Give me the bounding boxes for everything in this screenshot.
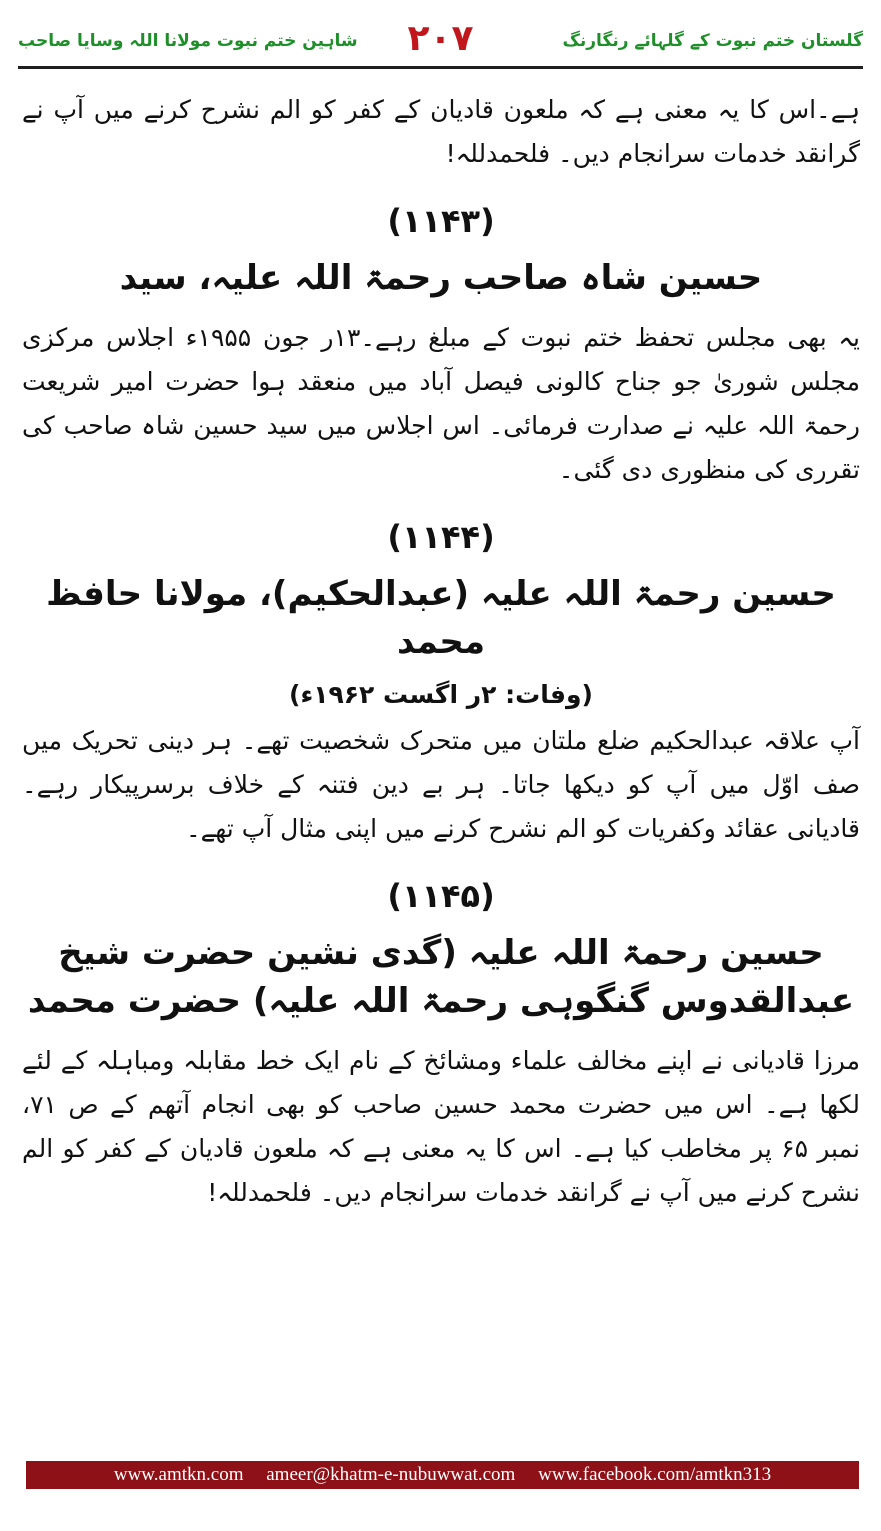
header-book-title: گلستان ختم نبوت کے گلہائے رنگارنگ	[562, 31, 863, 51]
entry-title: حسین رحمۃ اللہ علیہ (گدی نشین حضرت شیخ عبدالقدوس گنگوہی رحمۃ اللہ علیہ) حضرت محمد	[27, 933, 855, 1021]
entry-paragraph: مرزا قادیانی نے اپنے مخالف علماء ومشائخ کے نام ایک خط مقابلہ ومباہلہ کے لئے لکھا ہے۔ اس میں حضرت محمد حسین صاحب کو بھی انجام آتھم کے ص ۷۱، نمبر ۶۵ پر مخاطب کیا ہے۔ اس کا یہ معنی ہے کہ ملعون قادیان کے کفر کو الم نشرح کرنے میں آپ نے گرانقد خدمات سرانجام دیں۔ فلحمدللہ!	[22, 1046, 860, 1207]
entry-number: (۱۱۴۵)	[387, 877, 495, 915]
intro-paragraph: ہے۔اس کا یہ معنی ہے کہ ملعون قادیان کے کفر کو الم نشرح کرنے میں آپ نے گرانقد خدمات سرانجام دیں۔ فلحمدللہ!	[22, 95, 860, 168]
entry-number: (۱۱۴۴)	[387, 518, 495, 556]
entry-1145	[22, 877, 860, 1215]
page-footer	[26, 1461, 859, 1489]
header-divider	[18, 66, 863, 69]
footer-email-link[interactable]: ameer@khatm-e-nubuwwat.com	[266, 1464, 516, 1485]
page-body	[22, 88, 860, 1223]
entry-paragraph: یہ بھی مجلس تحفظ ختم نبوت کے مبلغ رہے۔۱۳ر جون ۱۹۵۵ء اجلاس مرکزی مجلس شوریٰ جو جناح کالونی فیصل آباد میں منعقد ہوا حضرت امیر شریعت رحمۃ اللہ علیہ نے صدارت فرمائی۔ اس اجلاس میں سید حسین شاہ صاحب کی تقرری کی منظوری دی گئی۔	[22, 323, 861, 484]
entry-title: حسین شاہ صاحب رحمۃ اللہ علیہ، سید	[119, 258, 763, 298]
entry-title: حسین رحمۃ اللہ علیہ (عبدالحکیم)، مولانا حافظ محمد	[46, 574, 836, 662]
entry-death-date: (وفات: ۲ر اگست ۱۹۶۲ء)	[289, 680, 593, 709]
entry-1143	[22, 202, 860, 492]
page-header	[18, 14, 863, 64]
entry-paragraph: آپ علاقہ عبدالحکیم ضلع ملتان میں متحرک شخصیت تھے۔ ہر دینی تحریک میں صف اوّل میں آپ کو دیکھا جاتا۔ ہر بے دین فتنہ کے خلاف برسرپیکار رہے۔ قادیانی عقائد وکفریات کو الم نشرح کرنے میں اپنی مثال آپ تھے۔	[22, 726, 860, 843]
footer-website-link[interactable]: www.amtkn.com	[113, 1464, 244, 1485]
footer-facebook-link[interactable]: www.facebook.com/amtkn313	[538, 1464, 772, 1485]
header-author-title: شاہین ختم نبوت مولانا اللہ وسایا صاحب	[18, 31, 358, 51]
page-number: ۲۰۷	[407, 18, 474, 59]
entry-number: (۱۱۴۳)	[387, 202, 495, 240]
entry-1144	[22, 518, 860, 851]
